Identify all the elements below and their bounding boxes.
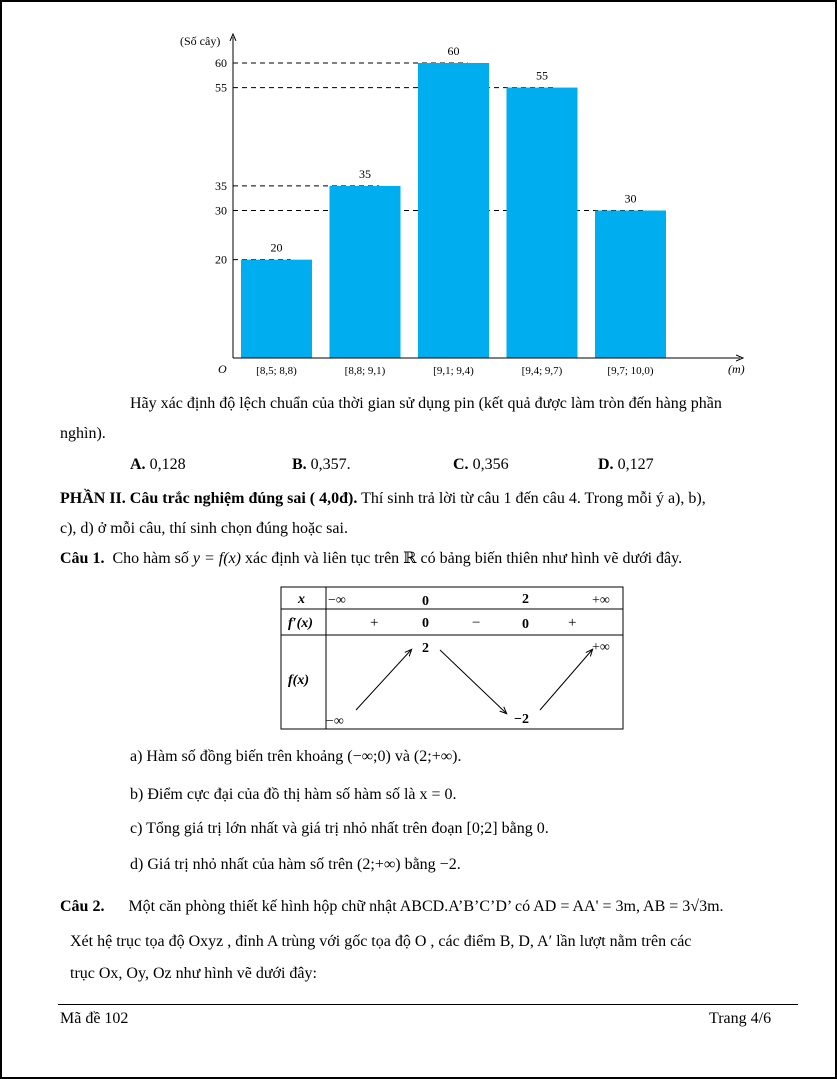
- choice-a-value: 0,128: [149, 456, 186, 473]
- vt-arrow-up-2: [540, 650, 592, 710]
- vt-f-min: −2: [514, 712, 529, 727]
- q1-item-c: c) Tổng giá trị lớn nhất và giá trị nhỏ nhất trên đoạn [0;2] bằng 0.: [130, 820, 549, 837]
- part2-intro-rest: Thí sinh trả lời từ câu 1 đến câu 4. Trong mỗi ý a), b),: [357, 490, 706, 507]
- y-tick-label: 55: [215, 80, 227, 95]
- bar: [507, 88, 578, 358]
- part2-heading: PHẦN II. Câu trắc nghiệm đúng sai ( 4,0đ).: [60, 490, 358, 507]
- vt-x-pos-inf: +∞: [592, 593, 610, 608]
- vt-x-0: 0: [422, 594, 429, 609]
- q1-stem: [60, 549, 682, 569]
- choice-c: [453, 455, 509, 475]
- vt-sign-2: 0: [422, 616, 429, 631]
- question-line1: Hãy xác định độ lệch chuẩn của thời gian sử dụng pin (kết quả được làm tròn đến hàng phần: [130, 395, 722, 412]
- choice-d-letter: D.: [598, 456, 614, 473]
- bar: [241, 260, 312, 358]
- vt-x-neg-inf: −∞: [328, 593, 346, 608]
- histogram-chart: [160, 25, 760, 385]
- q2-line3: trục Ox, Oy, Oz như hình vẽ dưới đây:: [70, 965, 317, 982]
- x-axis-label: (m): [728, 362, 745, 376]
- footer-page-number: Trang 4/6: [709, 1010, 772, 1027]
- y-tick-label: 60: [215, 56, 227, 70]
- choice-a: [130, 455, 186, 475]
- y-tick-label: 20: [215, 252, 227, 267]
- choice-c-value: 0,356: [472, 456, 509, 473]
- choice-a-letter: A.: [130, 456, 146, 473]
- q1-item-a: a) Hàm số đồng biến trên khoảng (−∞;0) và (2;+∞).: [130, 748, 462, 765]
- category-label: [8,8; 9,1): [344, 365, 386, 377]
- category-label: [9,1; 9,4): [433, 365, 474, 377]
- choice-d-value: 0,127: [617, 456, 654, 473]
- bar: [418, 63, 489, 358]
- vt-sign-4: 0: [522, 617, 529, 632]
- q2-label: Câu 2.: [60, 898, 105, 915]
- footer-exam-code: Mã đề 102: [60, 1010, 129, 1027]
- origin-label: O: [218, 362, 227, 376]
- vt-fp-label: f′(x): [288, 616, 313, 631]
- vt-arrow-up-1: [356, 650, 411, 710]
- footer-divider: [58, 1004, 798, 1005]
- category-label: [8,5; 8,8): [256, 365, 297, 377]
- y-tick-label: 30: [215, 203, 227, 218]
- vt-arrow-down: [440, 650, 506, 713]
- choice-c-letter: C.: [453, 456, 469, 473]
- y-tick-label: 35: [215, 178, 227, 193]
- q1-func: y = f(x): [192, 550, 242, 567]
- vt-sign-5: +: [568, 615, 577, 631]
- q1-pre: Cho hàm số: [112, 550, 189, 567]
- y-axis-label: (Số cây): [180, 34, 221, 48]
- vt-sign-3: −: [472, 615, 481, 631]
- bar: [595, 211, 666, 359]
- q1-post: có bảng biến thiên như hình vẽ dưới đây.: [420, 550, 683, 567]
- data-label: 30: [624, 191, 637, 206]
- q1-item-b: b) Điểm cực đại của đồ thị hàm số hàm số là x = 0.: [130, 786, 457, 803]
- choice-b-letter: B.: [292, 456, 307, 473]
- vt-x-label: x: [298, 592, 305, 607]
- q1-mid: xác định và liên tục trên: [245, 550, 400, 567]
- variation-table: [280, 586, 626, 732]
- data-label: 20: [270, 240, 283, 255]
- data-label: 55: [536, 68, 548, 83]
- vt-f-label: f(x): [288, 673, 309, 688]
- part2-intro: [60, 489, 800, 509]
- category-label: [9,4; 9,7): [521, 365, 563, 377]
- category-label: [9,7; 10,0): [607, 365, 654, 377]
- q2-line1: [60, 897, 724, 917]
- vt-sign-1: +: [370, 615, 379, 631]
- data-label: 35: [359, 166, 371, 181]
- data-label: 60: [447, 44, 460, 58]
- vt-f-pos-inf: +∞: [592, 640, 610, 655]
- bar: [330, 186, 401, 358]
- q1-item-d: d) Giá trị nhỏ nhất của hàm số trên (2;+∞) bằng −2.: [130, 856, 461, 873]
- part2-intro-line2: c), d) ở mỗi câu, thí sinh chọn đúng hoặc sai.: [60, 520, 348, 537]
- q2-line2: Xét hệ trục tọa độ Oxyz , đỉnh A trùng với gốc tọa độ O , các điểm B, D, A′ lần lượt nằm trên các: [70, 933, 692, 950]
- q2-text1: Một căn phòng thiết kế hình hộp chữ nhật ABCD.A’B’C’D’ có AD = AA' = 3m, AB = 3√3m.: [128, 898, 724, 915]
- vt-f-max: 2: [422, 641, 429, 656]
- vt-f-neg-inf: −∞: [326, 714, 344, 729]
- choice-d: [598, 455, 654, 475]
- q1-R: ℝ: [403, 550, 417, 567]
- q1-label: Câu 1.: [60, 550, 105, 567]
- choice-b-value: 0,357.: [310, 456, 351, 473]
- vt-x-2: 2: [522, 592, 529, 607]
- question-line2: nghìn).: [60, 425, 106, 442]
- choice-b: [292, 455, 351, 475]
